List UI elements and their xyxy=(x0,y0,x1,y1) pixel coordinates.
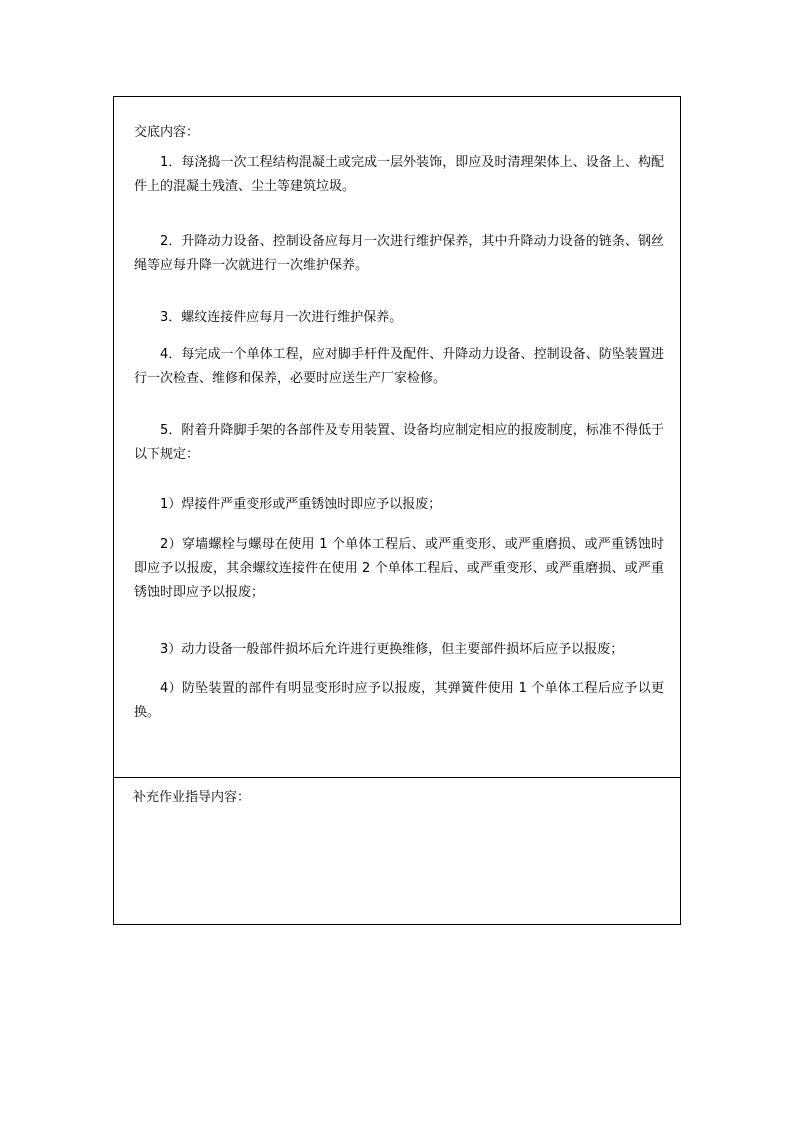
supplement-label: 补充作业指导内容： xyxy=(133,790,251,805)
paragraph-5-item-2: 2）穿墙螺栓与螺母在使用 1 个单体工程后、或严重变形、或严重磨损、或严重锈蚀时即应予以报废，其余螺纹连接件在使用 2 个单体工程后、或严重变形、或严重磨损、或严重锈蚀时即应予以报废； xyxy=(134,537,664,600)
paragraph-1: 1．每浇捣一次工程结构混凝土或完成一层外装饰，即应及时清理架体上、设备上、构配件上的混凝土残渣、尘土等建筑垃圾。 xyxy=(134,155,664,194)
paragraph-5-item-4: 4）防坠装置的部件有明显变形时应予以报废，其弹簧件使用 1 个单体工程后应予以更换。 xyxy=(134,681,664,720)
paragraph-5-item-1: 1）焊接件严重变形或严重锈蚀时即应予以报废； xyxy=(160,497,442,512)
handover-content-label: 交底内容： xyxy=(134,125,200,140)
handover-content-section xyxy=(114,97,680,778)
paragraph-3: 3．螺纹连接件应每月一次进行维护保养。 xyxy=(160,310,403,325)
paragraph-5: 5．附着升降脚手架的各部件及专用装置、设备均应制定相应的报废制度，标准不得低于以下规定： xyxy=(134,423,664,462)
handover-form-table xyxy=(113,96,681,925)
paragraph-5-item-3: 3）动力设备一般部件损坏后允许进行更换维修，但主要部件损坏后应予以报废； xyxy=(160,642,624,657)
paragraph-2: 2．升降动力设备、控制设备应每月一次进行维护保养，其中升降动力设备的链条、钢丝绳等应每升降一次就进行一次维护保养。 xyxy=(134,234,664,273)
paragraph-4: 4．每完成一个单体工程，应对脚手杆件及配件、升降动力设备、控制设备、防坠装置进行一次检查、维修和保养，必要时应送生产厂家检修。 xyxy=(134,347,664,386)
supplement-section xyxy=(114,778,680,924)
